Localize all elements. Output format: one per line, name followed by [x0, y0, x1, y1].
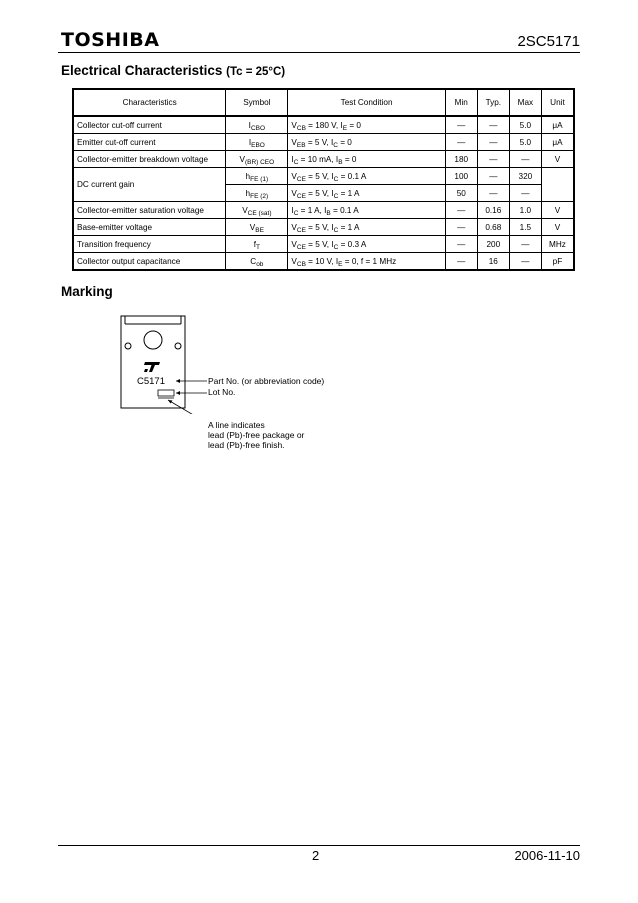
cell-symbol: $I_{CBO}$	[226, 116, 288, 134]
cell-symbol: $V_{CE (sat)}$	[226, 202, 288, 219]
cell-unit: V	[541, 202, 574, 219]
note-line: A line indicates	[208, 420, 265, 430]
cell-min: 180	[445, 151, 477, 168]
note-line: lead (Pb)-free finish.	[208, 440, 285, 450]
arrow-icon	[176, 379, 180, 383]
table-row	[73, 151, 574, 168]
cell-typ: 200	[477, 236, 509, 253]
cell-symbol: $f_T$	[226, 236, 288, 253]
section-title-text: Electrical Characteristics	[61, 63, 223, 78]
cell-min: 100	[445, 168, 477, 185]
cell-unit: MHz	[541, 236, 574, 253]
cell-characteristic: Base-emitter voltage	[73, 219, 226, 236]
cell-symbol: $C_{ob}$	[226, 253, 288, 271]
part-number: 2SC5171	[517, 33, 580, 50]
cell-test-condition: $I_C = 10$ mA, $I_B = 0$	[288, 151, 445, 168]
cell-unit: V	[541, 219, 574, 236]
cell-symbol: $h_{FE (2)}$	[226, 185, 288, 202]
cell-min: —	[445, 236, 477, 253]
table-row	[73, 168, 574, 185]
device-marking-text: C5171	[137, 376, 165, 387]
cell-min: —	[445, 219, 477, 236]
cell-min: 50	[445, 185, 477, 202]
cell-min: —	[445, 202, 477, 219]
cell-typ: 0.16	[477, 202, 509, 219]
cell-test-condition: $I_C = 1$ A, $I_B = 0.1$ A	[288, 202, 445, 219]
header-max: Max	[509, 89, 541, 116]
cell-test-condition: $V_{CB} = 10$ V, $I_E = 0$, f = 1 MHz	[288, 253, 445, 271]
cell-test-condition: $V_{CE} = 5$ V, $I_C = 1$ A	[288, 185, 445, 202]
cell-max: 1.0	[509, 202, 541, 219]
footer-rule	[58, 845, 580, 846]
cell-max: 1.5	[509, 219, 541, 236]
cell-characteristic: Collector output capacitance	[73, 253, 226, 271]
table-row	[73, 202, 574, 219]
cell-characteristic: Emitter cut-off current	[73, 134, 226, 151]
cell-test-condition: $V_{EB} = 5$ V, $I_C = 0$	[288, 134, 445, 151]
cell-typ: 0.68	[477, 219, 509, 236]
cell-test-condition: $V_{CE} = 5$ V, $I_C = 1$ A	[288, 219, 445, 236]
cell-typ: —	[477, 134, 509, 151]
cell-symbol: $I_{EBO}$	[226, 134, 288, 151]
cell-min: —	[445, 116, 477, 134]
header-typ: Typ.	[477, 89, 509, 116]
header-test-condition: Test Condition	[288, 89, 445, 116]
cell-unit: μA	[541, 116, 574, 134]
cell-min: —	[445, 134, 477, 151]
label-part-number: Part No. (or abbreviation code)	[208, 376, 325, 386]
arrow-icon	[176, 391, 180, 395]
cell-unit	[541, 168, 574, 202]
cell-characteristic: DC current gain	[73, 168, 226, 202]
brand-logo: TOSHIBA	[61, 29, 160, 51]
cell-max: —	[509, 236, 541, 253]
table-header-row	[73, 89, 574, 116]
cell-symbol: $V_{(BR) CEO}$	[226, 151, 288, 168]
cell-typ: —	[477, 185, 509, 202]
table-row	[73, 219, 574, 236]
header-min: Min	[445, 89, 477, 116]
table-row	[73, 236, 574, 253]
cell-max: —	[509, 253, 541, 271]
cell-typ: 16	[477, 253, 509, 271]
cell-max: —	[509, 151, 541, 168]
cell-symbol: $V_{BE}$	[226, 219, 288, 236]
cell-symbol: $h_{FE (1)}$	[226, 168, 288, 185]
section-title	[61, 63, 285, 78]
cell-max: 320	[509, 168, 541, 185]
document-date: 2006-11-10	[514, 848, 580, 863]
cell-max: —	[509, 185, 541, 202]
header-unit: Unit	[541, 89, 574, 116]
cell-unit: V	[541, 151, 574, 168]
cell-characteristic: Collector-emitter breakdown voltage	[73, 151, 226, 168]
cell-max: 5.0	[509, 116, 541, 134]
cell-test-condition: $V_{CE} = 5$ V, $I_C = 0.3$ A	[288, 236, 445, 253]
header-rule	[58, 52, 580, 53]
cell-min: —	[445, 253, 477, 271]
marking-title: Marking	[61, 284, 113, 299]
cell-test-condition: $V_{CB} = 180$ V, $I_E = 0$	[288, 116, 445, 134]
cell-max: 5.0	[509, 134, 541, 151]
label-lot-number: Lot No.	[208, 387, 236, 397]
lead-free-note	[208, 420, 304, 450]
marking-diagram	[115, 314, 335, 414]
cell-typ: —	[477, 151, 509, 168]
cell-characteristic: Collector cut-off current	[73, 116, 226, 134]
lot-number-box	[158, 390, 174, 396]
cell-typ: —	[477, 116, 509, 134]
arrow-icon	[168, 400, 173, 404]
header-characteristics: Characteristics	[73, 89, 226, 116]
note-line: lead (Pb)-free package or	[208, 430, 305, 440]
section-condition: (Tc = 25°C)	[226, 66, 286, 78]
cell-typ: —	[477, 168, 509, 185]
table-row	[73, 253, 574, 271]
cell-unit: μA	[541, 134, 574, 151]
cell-unit: pF	[541, 253, 574, 271]
toshiba-mark-icon	[144, 362, 160, 372]
page-number: 2	[312, 848, 320, 863]
table-row	[73, 134, 574, 151]
cell-characteristic: Collector-emitter saturation voltage	[73, 202, 226, 219]
cell-characteristic: Transition frequency	[73, 236, 226, 253]
cell-test-condition: $V_{CE} = 5$ V, $I_C = 0.1$ A	[288, 168, 445, 185]
table-row	[73, 116, 574, 134]
header-symbol: Symbol	[226, 89, 288, 116]
electrical-characteristics-table	[72, 88, 575, 271]
mounting-hole-icon	[144, 331, 162, 349]
